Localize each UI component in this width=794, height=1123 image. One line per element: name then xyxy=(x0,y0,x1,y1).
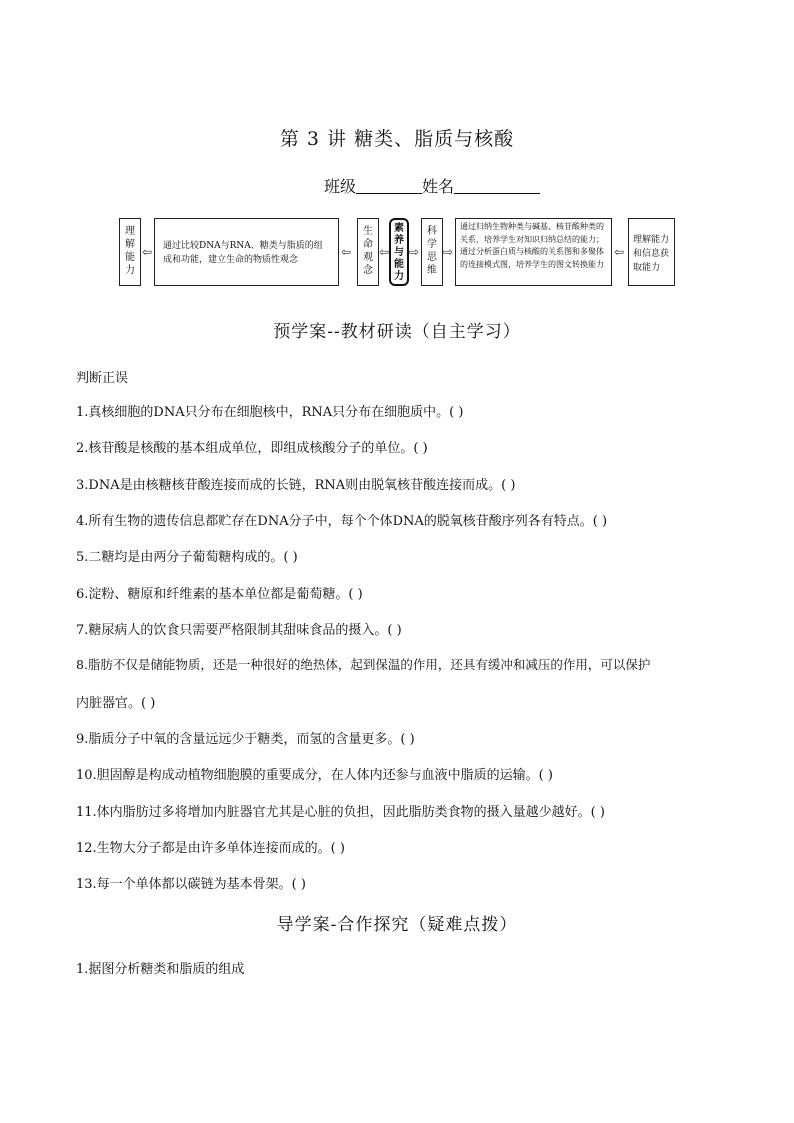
name-label: 姓名 xyxy=(422,177,455,196)
arrow-icon: ⇦ xyxy=(614,245,625,259)
science-thinking-label: 科学思维 xyxy=(427,226,437,276)
arrow-icon: ⇦ xyxy=(379,245,390,259)
question-item: 13.每一个单体都以碳链为基本骨架。( ) xyxy=(76,877,306,892)
arrow-icon: ⇦ xyxy=(142,245,153,259)
right-text-box xyxy=(455,218,612,286)
life-concept-box xyxy=(357,218,379,286)
question-item: 2.核苷酸是核酸的基本组成单位，即组成核酸分子的单位。( ) xyxy=(76,441,428,456)
life-concept-label: 生命观念 xyxy=(363,226,373,276)
question-item: 4.所有生物的遗传信息都贮存在DNA分子中，每个个体DNA的脱氧核苷酸序列各有特点。( ) xyxy=(76,514,608,529)
question-item: 8.脂肪不仅是储能物质，还是一种很好的绝热体，起到保温的作用，还具有缓冲和减压的作用，可以保护 xyxy=(76,657,651,672)
pre-study-subtitle: 判断正误 xyxy=(76,371,129,386)
question-item: 12.生物大分子都是由许多单体连接而成的。( ) xyxy=(76,841,345,856)
arrow-icon: ⇨ xyxy=(443,245,454,259)
question-item: 6.淀粉、糖原和纤维素的基本单位都是葡萄糖。( ) xyxy=(76,587,363,602)
science-thinking-box xyxy=(421,218,443,286)
question-item: 11.体内脂肪过多将增加内脏器官尤其是心脏的负担，因此脂肪类食物的摄入量越少越好。( ) xyxy=(76,805,605,820)
question-item: 9.脂质分子中氧的含量远远少于糖类，而氢的含量更多。( ) xyxy=(76,732,415,747)
page-title: 第 3 讲 糖类、脂质与核酸 xyxy=(279,128,515,150)
question-item: 7.糖尿病人的饮食只需要严格限制其甜味食品的摄入。( ) xyxy=(76,623,402,638)
center-box xyxy=(389,218,409,286)
right-text: 通过归纳生物种类与碱基、核苷酸种类的关系，培养学生对知识归纳总结的能力；通过分析蛋白质与核酸的关系图和多聚体的连接模式图，培养学生的图文转换能力 xyxy=(460,222,604,269)
pre-study-title: 预学案--教材研读（自主学习） xyxy=(273,322,521,342)
class-label: 班级 xyxy=(324,177,357,196)
literacy-diagram xyxy=(0,0,794,300)
question-item: 1.真核细胞的DNA只分布在细胞核中，RNA只分布在细胞质中。( ) xyxy=(76,405,464,420)
right-ability-box xyxy=(628,218,675,286)
left-ability-box xyxy=(119,218,141,286)
right-ability-label: 理解能力和信息获取能力 xyxy=(633,235,670,273)
left-text-box xyxy=(154,218,339,286)
question-item: 5.二糖均是由两分子葡萄糖构成的。( ) xyxy=(76,550,298,565)
center-label: 素养与能力 xyxy=(394,223,404,282)
guide-item: 1.据图分析糖类和脂质的组成 xyxy=(76,962,245,977)
guide-title: 导学案-合作探究（疑难点拨） xyxy=(276,915,518,935)
left-ability-label: 理解能力 xyxy=(125,226,135,276)
arrow-icon: ⇨ xyxy=(409,245,420,259)
question-item: 3.DNA是由核糖核苷酸连接而成的长链，RNA则由脱氧核苷酸连接而成。( ) xyxy=(76,478,516,493)
question-item-continued: 内脏器官。( ) xyxy=(76,696,156,711)
left-text: 通过比较DNA与RNA、糖类与脂质的组成和功能，建立生命的物质性观念 xyxy=(163,241,323,265)
question-item: 10.胆固醇是构成动植物细胞膜的重要成分，在人体内还参与血液中脂质的运输。( ) xyxy=(76,768,553,783)
arrow-icon: ⇦ xyxy=(341,245,352,259)
